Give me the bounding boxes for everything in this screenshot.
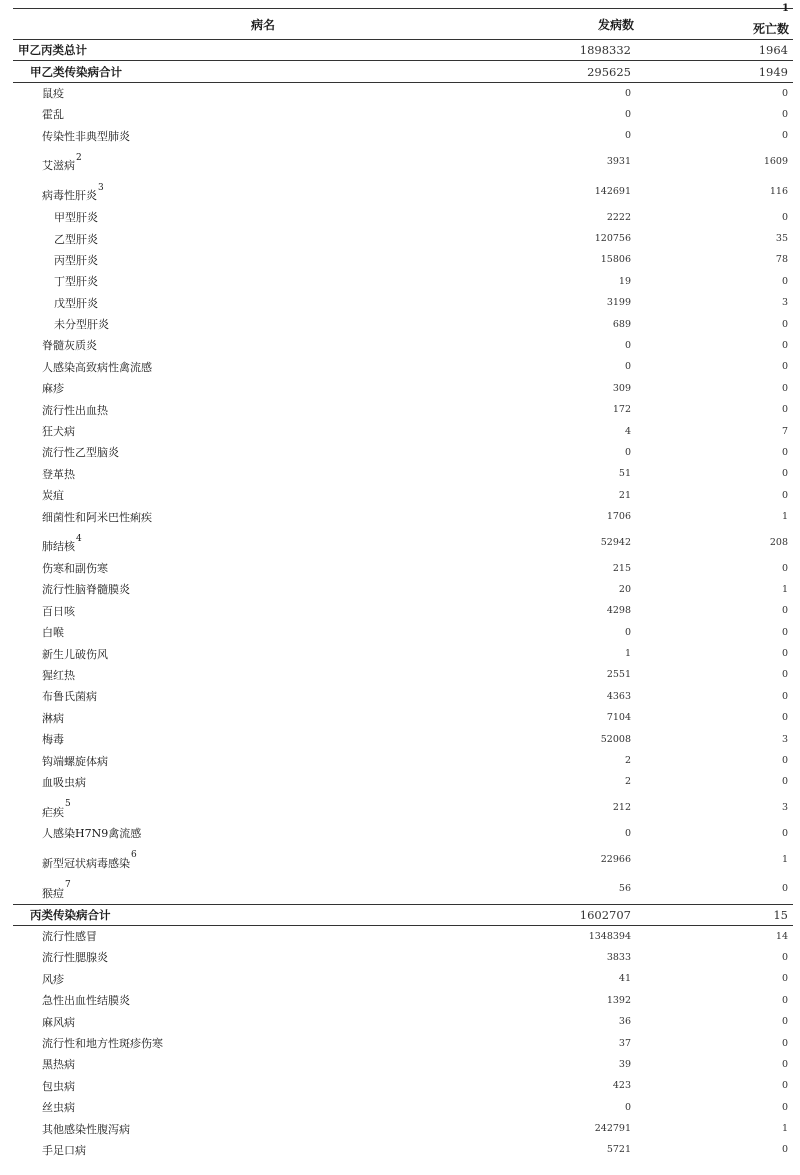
disease-name-cell: [13, 925, 513, 946]
disease-name: 梅毒: [42, 733, 64, 747]
table-row: [13, 228, 793, 249]
disease-name-cell: [13, 104, 513, 125]
table-row: [13, 378, 793, 399]
disease-name: 伤寒和副伤寒: [42, 562, 108, 575]
table-row: [13, 176, 793, 206]
cases-cell: 52008: [600, 733, 631, 745]
table-row: [13, 249, 793, 270]
cases-cell: 0: [624, 1101, 631, 1113]
disease-name-cell: [13, 707, 513, 728]
table-row: [13, 206, 793, 227]
table-row: [13, 399, 793, 420]
disease-name: 百日咳: [42, 604, 75, 618]
disease-name: 流行性和地方性斑疹伤寒: [42, 1037, 163, 1051]
cases-cell: 120756: [594, 233, 631, 245]
table-row: [13, 968, 793, 989]
disease-name-cell: [13, 206, 513, 227]
cases-cell: 0: [624, 87, 631, 99]
deaths-cell: 1609: [763, 155, 788, 167]
disease-name: 新型冠状病毒感染: [42, 857, 130, 870]
deaths-cell: 0: [781, 130, 788, 142]
deaths-cell: 0: [781, 827, 788, 839]
cases-cell: 4298: [606, 605, 631, 617]
table-row: [13, 874, 793, 904]
disease-name: 麻风病: [42, 1015, 75, 1029]
table-row: [13, 844, 793, 874]
table-row: [13, 485, 793, 506]
table-row: [13, 82, 793, 103]
disease-name-cell: [13, 947, 513, 968]
table-row: [13, 728, 793, 749]
disease-name-cell: [13, 1054, 513, 1075]
deaths-cell: 78: [775, 254, 788, 266]
cases-cell: 39: [618, 1058, 631, 1070]
cases-cell: 309: [612, 382, 631, 394]
disease-name-cell: [13, 61, 513, 82]
deaths-cell: 0: [781, 648, 788, 660]
disease-name-cell: [13, 146, 513, 176]
disease-name: 麻疹: [42, 382, 64, 396]
disease-name: 布鲁氏菌病: [42, 690, 97, 704]
disease-name-cell: [13, 356, 513, 377]
cases-cell: 2: [624, 776, 631, 788]
table-row: [13, 313, 793, 334]
table-row: [13, 664, 793, 685]
table-row: [13, 292, 793, 313]
disease-name-cell: [13, 82, 513, 103]
deaths-cell: 0: [781, 951, 788, 963]
table-row: [13, 686, 793, 707]
cases-cell: 242791: [594, 1123, 631, 1135]
disease-name: 猩红热: [42, 668, 75, 682]
cases-cell: 295625: [513, 61, 649, 82]
disease-name-cell: [13, 823, 513, 844]
deaths-cell: 0: [781, 468, 788, 480]
disease-name: 黑热病: [42, 1058, 75, 1072]
cases-cell: 22966: [600, 853, 631, 865]
deaths-cell: 0: [781, 1080, 788, 1092]
table-row: [13, 1054, 793, 1075]
disease-name-cell: [13, 1032, 513, 1053]
disease-name-cell: [13, 420, 513, 441]
disease-name-cell: [13, 313, 513, 334]
disease-name-cell: [13, 228, 513, 249]
deaths-cell: 1949: [649, 61, 793, 82]
disease-name: 脊髓灰质炎: [42, 339, 97, 353]
table-row: [13, 125, 793, 146]
deaths-cell: 0: [781, 446, 788, 458]
cases-cell: 1348394: [588, 930, 631, 942]
disease-name-cell: [13, 621, 513, 642]
cases-cell: 19: [618, 275, 631, 287]
cases-cell: 4: [624, 425, 631, 437]
disease-name-cell: [13, 506, 513, 527]
cases-cell: 2551: [606, 669, 631, 681]
table-row: [13, 1032, 793, 1053]
cases-cell: 51: [618, 468, 631, 480]
cases-cell: 1706: [606, 511, 631, 523]
disease-name-cell: [13, 643, 513, 664]
table-row: [13, 823, 793, 844]
cases-cell: 4363: [606, 690, 631, 702]
deaths-cell: 0: [781, 1037, 788, 1049]
table-row: [13, 335, 793, 356]
deaths-cell: 1: [781, 511, 788, 523]
deaths-cell: 0: [781, 1058, 788, 1070]
deaths-cell: 0: [781, 382, 788, 394]
table-row: [13, 356, 793, 377]
deaths-cell: 0: [781, 339, 788, 351]
disease-name-header-label: 病名: [250, 17, 275, 32]
table-row: [13, 750, 793, 771]
disease-name-cell: [13, 904, 513, 925]
disease-name-cell: [13, 249, 513, 270]
cases-cell: 423: [612, 1080, 631, 1092]
disease-name: 霍乱: [42, 108, 64, 122]
cases-cell: 2222: [606, 211, 631, 223]
deaths-cell: 0: [781, 776, 788, 788]
cases-cell: 37: [618, 1037, 631, 1049]
deaths-cell: 3: [781, 297, 788, 309]
disease-name-cell: [13, 442, 513, 463]
disease-name: 猴痘: [42, 886, 64, 900]
table-row: [13, 600, 793, 621]
deaths-cell: 0: [781, 562, 788, 574]
disease-name: 丙型肝炎: [54, 253, 98, 267]
disease-name-cell: [13, 1011, 513, 1032]
table-row: [13, 271, 793, 292]
deaths-cell: 0: [781, 605, 788, 617]
disease-name-cell: [13, 686, 513, 707]
disease-name: 炭疽: [42, 489, 64, 503]
disease-name: 流行性腮腺炎: [42, 951, 108, 965]
cases-cell: 0: [624, 361, 631, 373]
footnote-marker: 2: [76, 152, 82, 163]
disease-name-cell: [13, 557, 513, 578]
deaths-cell: 0: [781, 489, 788, 501]
disease-name: 乙型肝炎: [54, 232, 98, 246]
table-row: [13, 643, 793, 664]
disease-name: 肺结核: [42, 540, 75, 554]
cases-cell: 0: [624, 827, 631, 839]
deaths-cell: 3: [781, 733, 788, 745]
disease-name-cell: [13, 990, 513, 1011]
table-header-row: [13, 9, 793, 40]
disease-name-header: [13, 9, 513, 40]
cases-cell: 215: [612, 562, 631, 574]
disease-name-cell: [13, 844, 513, 874]
disease-name-cell: [13, 874, 513, 904]
table-row: [13, 557, 793, 578]
cases-cell: 1: [624, 648, 631, 660]
disease-name-cell: [13, 664, 513, 685]
disease-name: 狂犬病: [42, 425, 75, 439]
deaths-cell: 0: [781, 87, 788, 99]
disease-name: 人感染H7N9禽流感: [42, 827, 142, 841]
table-row: [13, 527, 793, 557]
disease-name: 丁型肝炎: [54, 275, 98, 289]
disease-name: 急性出血性结膜炎: [42, 994, 130, 1008]
table-row: [13, 506, 793, 527]
deaths-cell: 0: [781, 994, 788, 1006]
disease-name: 手足口病: [42, 1143, 86, 1157]
deaths-cell: 0: [781, 108, 788, 120]
cases-cell: 0: [624, 446, 631, 458]
disease-name-cell: [13, 40, 513, 61]
disease-name: 流行性感冒: [42, 930, 97, 944]
deaths-cell: 208: [769, 536, 788, 548]
table-row: [13, 793, 793, 823]
table-row: [13, 146, 793, 176]
deaths-cell: 1: [781, 1123, 788, 1135]
deaths-cell: 0: [781, 404, 788, 416]
cases-cell: 3833: [606, 951, 631, 963]
deaths-cell: 1964: [649, 40, 793, 61]
footnote-marker: 5: [65, 798, 71, 809]
disease-statistics-table: [13, 3, 793, 1161]
table-row: [13, 990, 793, 1011]
disease-name-cell: [13, 728, 513, 749]
disease-name-cell: [13, 600, 513, 621]
table-row: [13, 1139, 793, 1160]
cases-cell: 56: [618, 883, 631, 895]
cases-cell: 1602707: [513, 904, 649, 925]
table-row: [13, 579, 793, 600]
disease-name-cell: [13, 335, 513, 356]
disease-name: 丝虫病: [42, 1101, 75, 1115]
disease-name: 人感染高致病性禽流感: [42, 360, 152, 374]
disease-name: 细菌性和阿米巴性痢疾: [42, 510, 152, 524]
deaths-cell: 0: [781, 318, 788, 330]
deaths-cell: 0: [781, 275, 788, 287]
disease-name: 钩端螺旋体病: [42, 754, 108, 768]
table-row: [13, 442, 793, 463]
cases-cell: 142691: [594, 185, 631, 197]
table-row: [13, 1075, 793, 1096]
disease-name-cell: [13, 771, 513, 792]
disease-name: 传染性非典型肺炎: [42, 129, 130, 143]
disease-name: 登革热: [42, 467, 75, 481]
cases-cell: 0: [624, 130, 631, 142]
deaths-cell: 15: [649, 904, 793, 925]
table-row: [13, 707, 793, 728]
disease-name-cell: [13, 176, 513, 206]
disease-name: 淋病: [42, 711, 64, 725]
cases-cell: 21: [618, 489, 631, 501]
disease-name-cell: [13, 1118, 513, 1139]
cases-cell: 15806: [600, 254, 631, 266]
table-row: [13, 104, 793, 125]
cases-cell: 172: [612, 404, 631, 416]
disease-name: 甲乙丙类总计: [18, 43, 87, 58]
cases-cell: 5721: [606, 1144, 631, 1156]
cases-cell: 0: [624, 108, 631, 120]
deaths-header: 死亡数 1: [649, 9, 793, 40]
disease-name-cell: [13, 750, 513, 771]
footnote-marker: 3: [98, 182, 104, 193]
disease-name-cell: [13, 399, 513, 420]
cases-cell: 2: [624, 755, 631, 767]
disease-name-cell: [13, 292, 513, 313]
disease-name: 白喉: [42, 626, 64, 640]
deaths-cell: 0: [781, 1016, 788, 1028]
table-row: [13, 947, 793, 968]
disease-name-cell: [13, 579, 513, 600]
deaths-cell: 0: [781, 755, 788, 767]
cases-cell: 36: [618, 1016, 631, 1028]
deaths-cell: 0: [781, 669, 788, 681]
footnote-marker: 6: [131, 850, 137, 861]
cases-cell: 3199: [606, 297, 631, 309]
deaths-cell: 7: [781, 425, 788, 437]
cases-cell: 0: [624, 339, 631, 351]
cases-header-label: 发病数: [597, 17, 634, 32]
disease-name-cell: [13, 271, 513, 292]
table-row: [13, 420, 793, 441]
disease-name: 包虫病: [42, 1079, 75, 1093]
deaths-cell: 3: [781, 802, 788, 814]
deaths-cell: 0: [781, 690, 788, 702]
footnote-marker: 7: [65, 879, 71, 890]
deaths-cell: 0: [781, 1101, 788, 1113]
deaths-cell: 116: [769, 185, 788, 197]
cases-cell: 52942: [600, 536, 631, 548]
disease-name: 流行性乙型脑炎: [42, 446, 119, 460]
disease-name-cell: [13, 1097, 513, 1118]
disease-name-cell: [13, 1075, 513, 1096]
disease-name-cell: [13, 125, 513, 146]
deaths-cell: 0: [781, 361, 788, 373]
cases-cell: 20: [618, 583, 631, 595]
cases-cell: 3931: [606, 155, 631, 167]
table-row: [13, 1011, 793, 1032]
cases-cell: 7104: [606, 712, 631, 724]
cases-cell: 1898332: [513, 40, 649, 61]
disease-name: 病毒性肝炎: [42, 189, 97, 203]
deaths-cell: 0: [781, 211, 788, 223]
disease-name: 甲乙类传染病合计: [30, 64, 122, 79]
cases-header: [513, 9, 649, 40]
table-row: [13, 1118, 793, 1139]
disease-name-cell: [13, 378, 513, 399]
deaths-cell: 0: [781, 712, 788, 724]
deaths-cell: 0: [781, 1144, 788, 1156]
deaths-cell: 1: [781, 583, 788, 595]
deaths-cell: 14: [775, 930, 788, 942]
table-row: [13, 463, 793, 484]
table-row: [13, 771, 793, 792]
subtotal-row: [13, 40, 793, 61]
disease-name: 戊型肝炎: [54, 296, 98, 310]
disease-name: 疟疾: [42, 805, 64, 819]
disease-name-cell: [13, 1139, 513, 1160]
deaths-cell: 35: [775, 233, 788, 245]
disease-name: 新生儿破伤风: [42, 647, 108, 661]
cases-cell: 212: [612, 802, 631, 814]
deaths-cell: 1: [781, 853, 788, 865]
deaths-header-label: 死亡数: [752, 22, 789, 36]
disease-name: 鼠疫: [42, 87, 64, 101]
cases-cell: 0: [624, 626, 631, 638]
footnote-marker: 4: [76, 533, 82, 544]
deaths-cell: 0: [781, 883, 788, 895]
disease-name: 血吸虫病: [42, 775, 86, 789]
cases-cell: 41: [618, 973, 631, 985]
disease-name: 流行性脑脊髓膜炎: [42, 583, 130, 597]
subtotal-row: [13, 61, 793, 82]
table-body: [13, 40, 793, 1161]
table-row: [13, 1097, 793, 1118]
deaths-cell: 0: [781, 973, 788, 985]
disease-name-cell: [13, 485, 513, 506]
disease-name: 其他感染性腹泻病: [42, 1122, 130, 1136]
disease-name-cell: [13, 968, 513, 989]
subtotal-row: [13, 904, 793, 925]
disease-name: 流行性出血热: [42, 403, 108, 417]
disease-name-cell: [13, 527, 513, 557]
table-row: [13, 621, 793, 642]
table-row: [13, 925, 793, 946]
cases-cell: 689: [612, 318, 631, 330]
disease-name: 艾滋病: [42, 159, 75, 173]
disease-name: 未分型肝炎: [54, 318, 109, 332]
disease-name: 风疹: [42, 972, 64, 986]
disease-name: 丙类传染病合计: [30, 907, 111, 922]
disease-name: 甲型肝炎: [54, 211, 98, 225]
deaths-cell: 0: [781, 626, 788, 638]
disease-name-cell: [13, 463, 513, 484]
disease-name-cell: [13, 793, 513, 823]
cases-cell: 1392: [606, 994, 631, 1006]
